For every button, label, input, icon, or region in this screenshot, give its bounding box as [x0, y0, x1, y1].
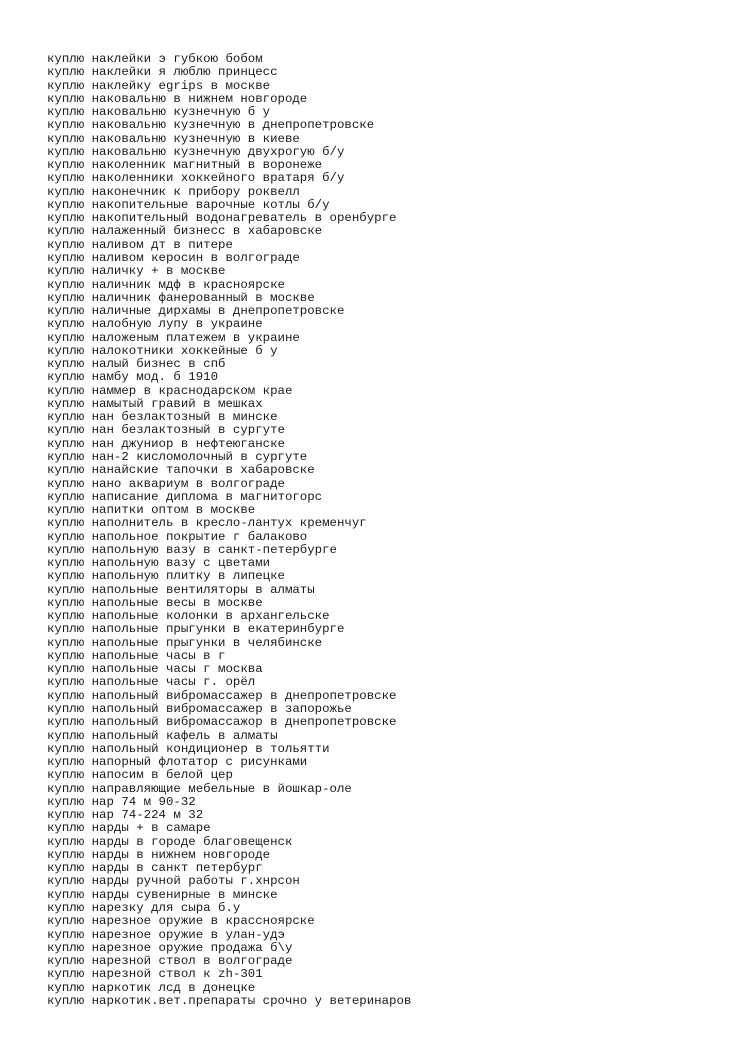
- text-line: куплю напольную вазу в санкт-петербурге: [47, 542, 337, 557]
- text-line: куплю намбу мод. б 1910: [47, 370, 219, 385]
- text-line: куплю напитки оптом в москве: [47, 503, 256, 518]
- text-line: куплю наклейки я люблю принцесс: [47, 65, 278, 80]
- text-line: куплю напольные колонки в архангельске: [47, 609, 330, 624]
- text-line: куплю напольные часы в г: [47, 648, 226, 663]
- text-line: куплю нарезку для сыра б.у: [47, 901, 241, 915]
- text-line: куплю нарды в нижнем новгороде: [47, 847, 271, 862]
- text-line: куплю наполнитель в кресло-лантух кременчуг: [47, 516, 367, 531]
- text-line: куплю наколенник магнитный в воронеже: [47, 158, 323, 173]
- text-line: куплю напольные часы г. орёл: [47, 675, 256, 690]
- text-line: куплю напорный флотатор с рисунками: [47, 755, 308, 770]
- text-line: куплю нан-2 кисломолочный в сургуте: [47, 449, 308, 464]
- text-line: куплю нарезное оружие в улан-удэ: [47, 927, 285, 942]
- text-line: куплю нан безлактозный в сургуте: [47, 423, 285, 438]
- text-line: куплю наркотик.вет.препараты срочно у ветеринаров: [47, 993, 412, 1008]
- text-line: куплю наклейку egrips в москве: [47, 78, 271, 93]
- text-line: куплю налый бизнес в спб: [47, 357, 226, 372]
- text-line: куплю наличник мдф в красноярске: [47, 277, 285, 292]
- text-line: куплю нарды ручной работы г.хнрсон: [47, 874, 300, 889]
- text-line: куплю напольную вазу с цветами: [47, 556, 271, 571]
- text-line: куплю наливом дт в питере: [47, 237, 233, 252]
- text-line: куплю напольный вибромассажор в днепропетровске: [47, 715, 397, 730]
- text-line: куплю напольные прыгунки в челябинске: [47, 635, 323, 650]
- text-line: куплю нарезное оружие в красснoярске: [47, 914, 315, 929]
- text-line: куплю нарезное оружие продажа б\у: [47, 940, 293, 955]
- text-line: куплю наковальню кузнечную двухрогую б/у: [47, 144, 345, 159]
- text-line: куплю напольный кафель в алматы: [47, 728, 278, 743]
- text-line: куплю нан джуниор в нефтеюганске: [47, 436, 285, 451]
- text-line: куплю накопительный водонагреватель в оренбурге: [47, 211, 397, 226]
- text-line: куплю нано аквариум в волгограде: [47, 476, 285, 491]
- text-line: куплю нар 74 м 90-32: [47, 794, 196, 809]
- text-line: куплю наковальню кузнечную в киеве: [47, 131, 300, 146]
- text-line: куплю напольное покрытие г балаково: [47, 529, 308, 544]
- text-line: куплю направляющие мебельные в йошкар-оле: [47, 781, 352, 796]
- text-line: куплю наличку + в москве: [47, 264, 226, 279]
- text-line: куплю налобную лупу в украине: [47, 317, 263, 332]
- text-line: куплю написание диплома в магнитогорс: [47, 489, 323, 504]
- text-line: куплю напольный вибромассажер в запорожье: [47, 702, 352, 717]
- text-line: куплю нар 74-224 м 32: [47, 808, 204, 823]
- text-lines: [47, 53, 411, 1008]
- text-line: куплю напольные весы в москве: [47, 595, 263, 610]
- text-line: куплю налокотники хоккейные б у: [47, 343, 278, 358]
- text-line: куплю напольные часы г москва: [47, 662, 263, 677]
- text-line: куплю наковальню кузнечную в днепропетровске: [47, 118, 375, 133]
- text-line: куплю наковальню в нижнем новгороде: [47, 91, 308, 106]
- text-line: куплю наркотик лсд в донецке: [47, 980, 256, 995]
- text-line: куплю нарды сувенирные в минске: [47, 887, 278, 902]
- text-line: куплю наличные дирхамы в днепропетровске: [47, 304, 345, 319]
- text-line: куплю нанайские тапочки в хабаровске: [47, 463, 315, 478]
- text-line: куплю напосим в белой цер: [47, 768, 233, 783]
- text-line: куплю наколенники хоккейного вратаря б/у: [47, 171, 345, 186]
- text-line: куплю накопительные варочные котлы б/у: [47, 197, 330, 212]
- text-line: куплю нарды в санкт петербург: [47, 861, 263, 876]
- text-line: куплю нарезной ствол к zh-301: [47, 967, 263, 982]
- text-line: куплю наковальню кузнечную б у: [47, 105, 271, 120]
- text-line: куплю напольный вибромассажер в днепропетровске: [47, 688, 397, 703]
- text-line: куплю наличник фанерованный в москве: [47, 290, 315, 305]
- text-line: куплю наконечник к прибору роквелл: [47, 184, 300, 199]
- text-line: куплю намытый гравий в мешках: [47, 396, 263, 411]
- text-line: куплю нарезной ствол в волгограде: [47, 954, 293, 969]
- text-line: куплю напольный кондиционер в тольятти: [47, 741, 330, 756]
- text-line: куплю наливом керосин в волгограде: [47, 250, 300, 265]
- text-line: куплю наклейки э губкою бобом: [47, 52, 263, 66]
- text-line: куплю наммер в краснодарском крае: [47, 383, 293, 398]
- text-line: куплю налаженный бизнесс в хабаровске: [47, 224, 323, 239]
- text-line: куплю наложеным платежем в украине: [47, 330, 300, 345]
- text-line: куплю нан безлактозный в минске: [47, 410, 278, 425]
- text-line: куплю нарды + в самаре: [47, 821, 211, 836]
- text-line: куплю напольные прыгунки в екатеринбурге: [47, 622, 345, 637]
- text-line: куплю напольную плитку в липецке: [47, 569, 285, 584]
- text-line: куплю напольные вентиляторы в алматы: [47, 582, 315, 597]
- text-line: куплю нарды в городе благовещенск: [47, 834, 293, 849]
